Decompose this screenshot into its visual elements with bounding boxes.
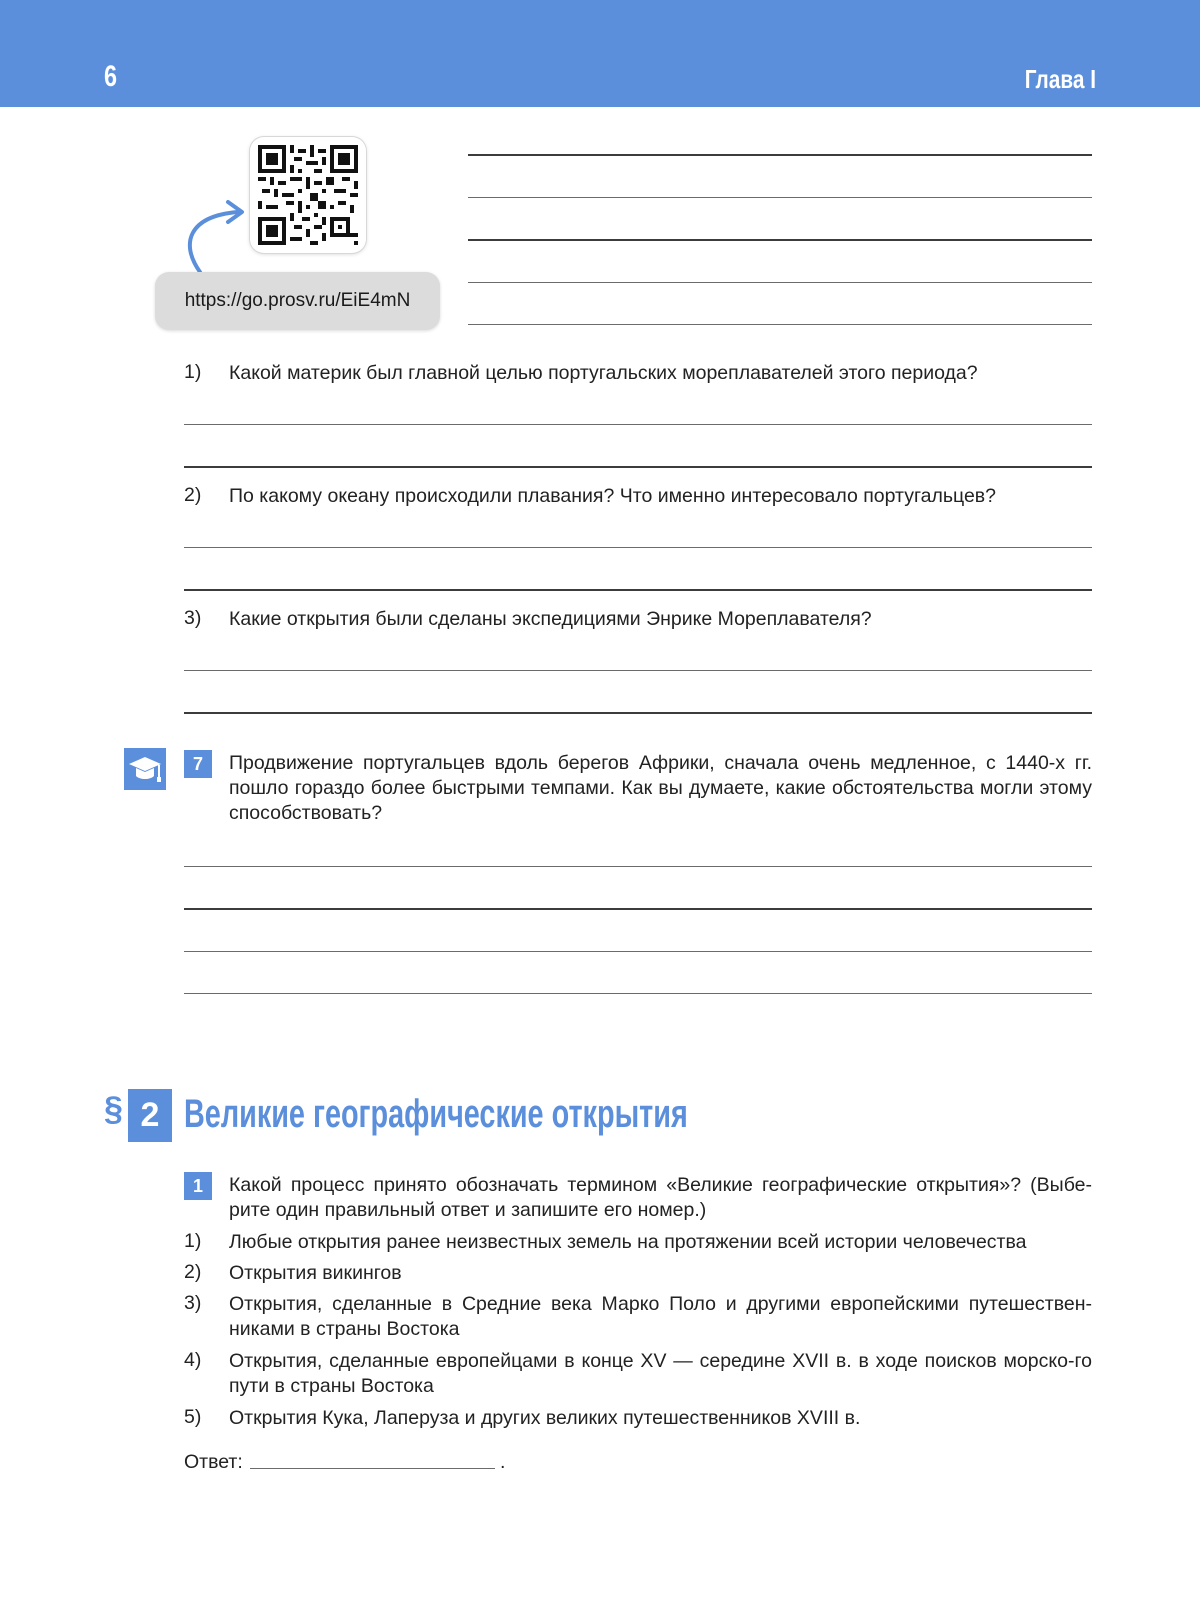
task-number-badge: 1: [184, 1172, 212, 1200]
answer-line[interactable]: [184, 993, 1092, 994]
task-text: Продвижение португальцев вдоль берегов Африки, сначала очень медленное, с 1440-х гг. пошло гораздо более быстрыми темпами. Как вы думаете, какие обстоятельства могли этому способствовать?: [229, 752, 1092, 824]
question-text: Какой материк был главной целью португальских мореплавателей этого периода?: [229, 362, 978, 384]
qr-code[interactable]: [250, 137, 366, 253]
chapter-title: Глава I: [1024, 64, 1096, 94]
question-number: 2): [184, 484, 202, 506]
answer-line[interactable]: [468, 197, 1092, 198]
option-number: 2): [184, 1261, 202, 1283]
option-text: Открытия, сделанные европейцами в конце XV — середине XVII в. в ходе поисков морско-го пути в страны Востока: [229, 1350, 1092, 1397]
answer-line[interactable]: [184, 589, 1092, 591]
task-prompt: Какой процесс принято обозначать термином «Великие географические открытия»? (Выбе-рите один правильный ответ и запишите его номер.): [229, 1174, 1092, 1221]
answer-line[interactable]: [468, 282, 1092, 283]
option-number: 4): [184, 1349, 202, 1371]
answer-line[interactable]: [184, 466, 1092, 468]
answer-line[interactable]: [468, 324, 1092, 325]
answer-line[interactable]: [184, 712, 1092, 714]
graduation-cap-icon: [124, 748, 166, 790]
answer-line[interactable]: [184, 424, 1092, 425]
option-number: 3): [184, 1292, 202, 1314]
qr-url-text: https://go.prosv.ru/EiE4mN: [184, 290, 411, 311]
option-text: Открытия, сделанные в Средние века Марко Поло и другими европейскими путешествен-никами в страны Востока: [229, 1293, 1092, 1340]
qr-code-icon: [258, 145, 358, 245]
task-number-badge: 7: [184, 750, 212, 778]
option-text: Любые открытия ранее неизвестных земель на протяжении всей истории человечества: [229, 1231, 1027, 1253]
answer-line[interactable]: [184, 951, 1092, 952]
answer-line[interactable]: [184, 908, 1092, 910]
answer-line[interactable]: [184, 547, 1092, 548]
answer-period: .: [500, 1451, 506, 1473]
option-number: 1): [184, 1230, 202, 1252]
question-number: 1): [184, 361, 202, 383]
section-title: Великие географические открытия: [184, 1092, 688, 1136]
question-text: Какие открытия были сделаны экспедициями Энрике Мореплавателя?: [229, 608, 872, 630]
header-band: [0, 0, 1200, 107]
question-number: 3): [184, 607, 202, 629]
qr-url-link[interactable]: [155, 272, 440, 330]
answer-line[interactable]: [184, 670, 1092, 671]
answer-line[interactable]: [184, 866, 1092, 867]
answer-label: Ответ:: [184, 1451, 243, 1473]
page-number: 6: [104, 60, 118, 93]
question-text: По какому океану происходили плавания? Что именно интересовало португальцев?: [229, 485, 997, 507]
answer-line[interactable]: [468, 154, 1092, 156]
answer-field[interactable]: [250, 1468, 495, 1469]
curved-arrow-icon: [178, 194, 250, 276]
section-number-badge: 2: [128, 1089, 172, 1142]
option-text: Открытия викингов: [229, 1262, 402, 1284]
section-sign: §: [104, 1090, 123, 1128]
option-number: 5): [184, 1406, 202, 1428]
answer-line[interactable]: [468, 239, 1092, 241]
option-text: Открытия Кука, Лаперуза и других великих путешественников XVIII в.: [229, 1407, 861, 1429]
